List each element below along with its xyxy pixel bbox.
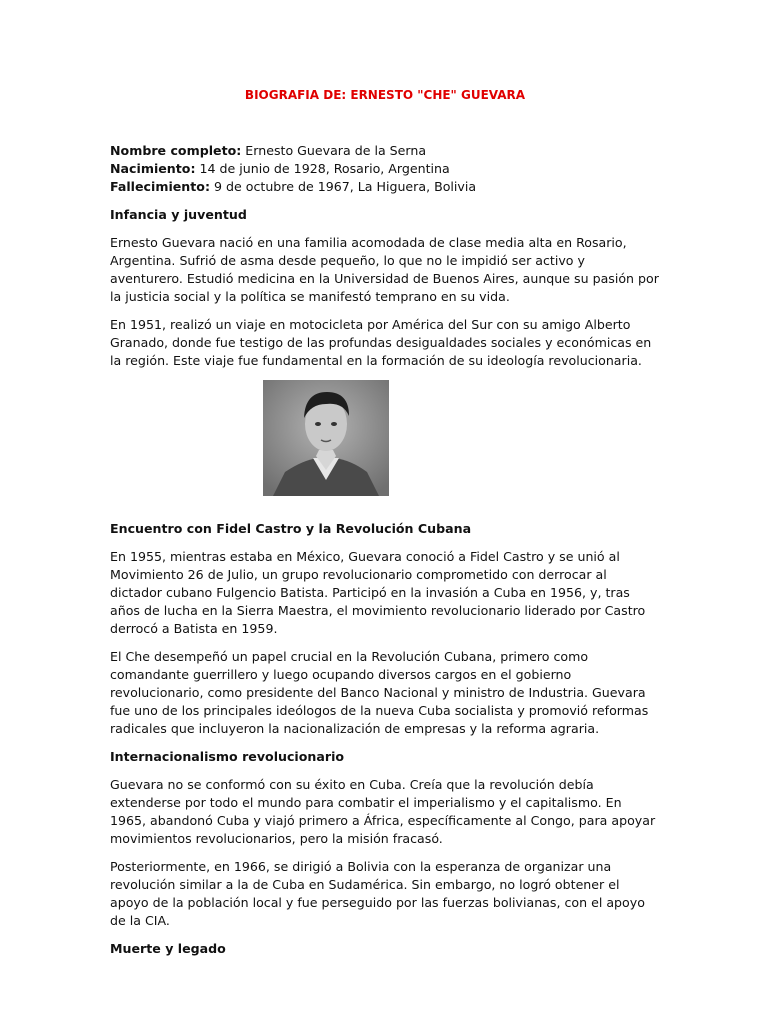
paragraph: El Che desempeñó un papel crucial en la Revolución Cubana, primero como comandante guerrillero y luego ocupando diversos cargos en el gobierno revolucionario, como presidente del Banco Nacional y ministro de Industria. Guevara fue uno de los principales ideólogos de la nueva Cuba socialista y promovió reformas radicales que incluyeron la nacionalización de empresas y la reforma agraria. <box>110 649 649 736</box>
document-title: BIOGRAFIA DE: ERNESTO "CHE" GUEVARA <box>244 88 526 102</box>
photo-container <box>110 380 660 498</box>
info-value: 14 de junio de 1928, Rosario, Argentina <box>195 161 450 176</box>
paragraph: Ernesto Guevara nació en una familia acomodada de clase media alta en Rosario, Argentina. Sufrió de asma desde pequeño, lo que no le impidió ser activo y aventurero. Estudió medicina en la Universidad de Buenos Aires, aunque su pasión por la justicia social y la política se manifestó temprano en su vida. <box>110 235 659 304</box>
paragraph: En 1951, realizó un viaje en motocicleta por América del Sur con su amigo Alberto Granado, donde fue testigo de las profundas desigualdades sociales y económicas en la región. Este viaje fue fundamental en la formación de su ideología revolucionaria. <box>110 317 652 368</box>
section-heading-childhood: Infancia y juventud <box>110 207 247 222</box>
info-full-name <box>110 142 660 160</box>
info-label: Nombre completo: <box>110 143 242 158</box>
section-heading-revolution: Encuentro con Fidel Castro y la Revolución Cubana <box>110 521 472 536</box>
paragraph: Posteriormente, en 1966, se dirigió a Bolivia con la esperanza de organizar una revolución similar a la de Cuba en Sudamérica. Sin embargo, no logró obtener el apoyo de la población local y fue perseguido por las fuerzas bolivianas, con el apoyo de la CIA. <box>110 859 645 928</box>
document-page <box>110 80 660 968</box>
info-block <box>110 142 660 196</box>
paragraph: Guevara no se conformó con su éxito en Cuba. Creía que la revolución debía extenderse por todo el mundo para combatir el imperialismo y el capitalismo. En 1965, abandonó Cuba y viajó primero a África, específicamente al Congo, para apoyar movimientos revolucionarios, pero la misión fracasó. <box>110 777 656 846</box>
info-death <box>110 178 660 196</box>
info-label: Nacimiento: <box>110 161 196 176</box>
info-birth <box>110 160 660 178</box>
portrait-photo <box>263 380 389 496</box>
section-heading-legacy: Muerte y legado <box>110 941 226 956</box>
info-value: 9 de octubre de 1967, La Higuera, Bolivia <box>209 179 477 194</box>
section-heading-internationalism: Internacionalismo revolucionario <box>110 749 345 764</box>
paragraph: En 1955, mientras estaba en México, Guevara conoció a Fidel Castro y se unió al Movimiento 26 de Julio, un grupo revolucionario comprometido con derrocar al dictador cubano Fulgencio Batista. Participó en la invasión a Cuba en 1956, y, tras años de lucha en la Sierra Maestra, el movimiento revolucionario liderado por Castro derrocó a Batista en 1959. <box>110 549 646 636</box>
info-value: Ernesto Guevara de la Serna <box>241 143 427 158</box>
info-label: Fallecimiento: <box>110 179 210 194</box>
